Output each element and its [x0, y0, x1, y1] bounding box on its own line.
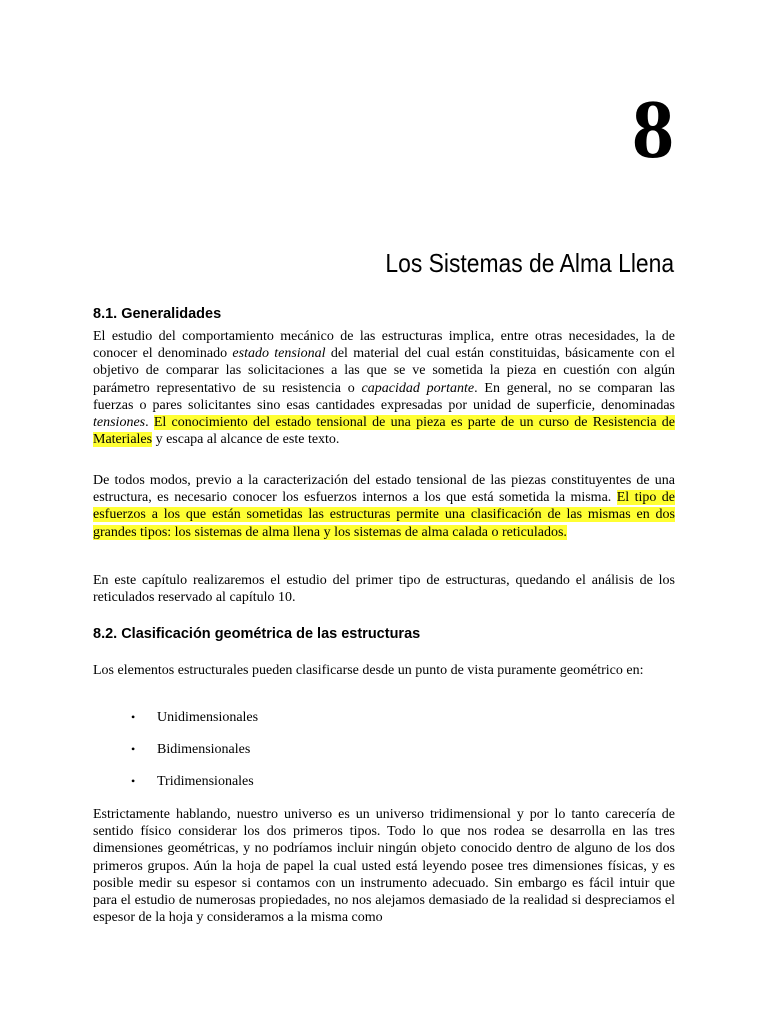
- list-item: [131, 774, 254, 790]
- paragraph-text: y escapa al alcance de este texto.: [152, 432, 340, 448]
- chapter-title: Los Sistemas de Alma Llena: [385, 248, 674, 278]
- paragraph-elementos: Los elementos estructurales pueden clasificarse desde un punto de vista puramente geométrico en:: [93, 663, 644, 678]
- list-item-label: Bidimensionales: [157, 742, 251, 757]
- list-item: [131, 742, 250, 758]
- section-heading-generalidades: 8.1. Generalidades: [93, 306, 222, 322]
- paragraph-text: . En general, no se comparan las fuerzas o pares solicitantes sino esas cantidades expresadas por unidad de superficie, denominadas: [93, 380, 676, 413]
- paragraph-text: De todos modos, previo a la caracterización del estado tensional de las piezas constituyentes de una estructura, es necesario conocer los esfuerzos internos a los que está sometida la misma.: [93, 473, 675, 506]
- chapter-number: 8: [632, 83, 674, 176]
- paragraph-de-todos-modos: [93, 472, 675, 541]
- highlighted-text: El conocimiento del estado tensional de una pieza es parte de un curso de Resistencia de Materiales: [93, 415, 675, 448]
- emphasis-term: tensiones: [93, 415, 146, 431]
- list-item-label: Unidimensionales: [157, 710, 259, 725]
- emphasis-term: estado tensional: [232, 346, 326, 362]
- list-item-label: Tridimensionales: [157, 774, 254, 789]
- paragraph-text: del material del cual están constituidas, básicamente con el objetivo de comparar las solicitaciones a las que se ve sometida la pieza en cuestión con algún parámetro representativo de su resistencia o: [93, 346, 675, 396]
- bullet-icon: •: [131, 774, 136, 788]
- bullet-icon: •: [131, 710, 136, 724]
- bullet-icon: •: [131, 742, 136, 756]
- paragraph-estudio: [93, 328, 675, 448]
- paragraph-text: El estudio del comportamiento mecánico de las estructuras implica, entre otras necesidades, la de conocer el denominado: [93, 329, 675, 362]
- paragraph-estrictamente: Estrictamente hablando, nuestro universo es un universo tridimensional y por lo tanto carecería de sentido físico considerar los dos primeros tipos. Todo lo que nos rodea se desarrolla en las tres dimensiones geométricas, y no podríamos incluir ningún objeto conocido dentro de alguno de los dos primeros grupos. Aún la hoja de papel la cual usted está leyendo posee tres dimensiones físicas, y es posible medir su espesor si contamos con un instrumento adecuado. Sin embargo es fácil intuir que para el estudio de numerosas propiedades, no nos alejamos demasiado de la realidad si despreciamos el espesor de la hoja y consideramos a la misma como: [93, 807, 675, 926]
- section-heading-clasificacion: 8.2. Clasificación geométrica de las estructuras: [93, 626, 421, 642]
- paragraph-text: .: [145, 415, 154, 431]
- paragraph-en-este-capitulo: En este capítulo realizaremos el estudio del primer tipo de estructuras, quedando el análisis de los reticulados reservado al capítulo 10.: [93, 573, 675, 606]
- highlighted-text: El tipo de esfuerzos a los que están sometidas las estructuras permite una clasificación de las mismas en dos grandes tipos: los sistemas de alma llena y los sistemas de alma calada o reticulados.: [93, 490, 675, 540]
- list-item: [131, 710, 258, 726]
- emphasis-term: capacidad portante: [361, 380, 475, 396]
